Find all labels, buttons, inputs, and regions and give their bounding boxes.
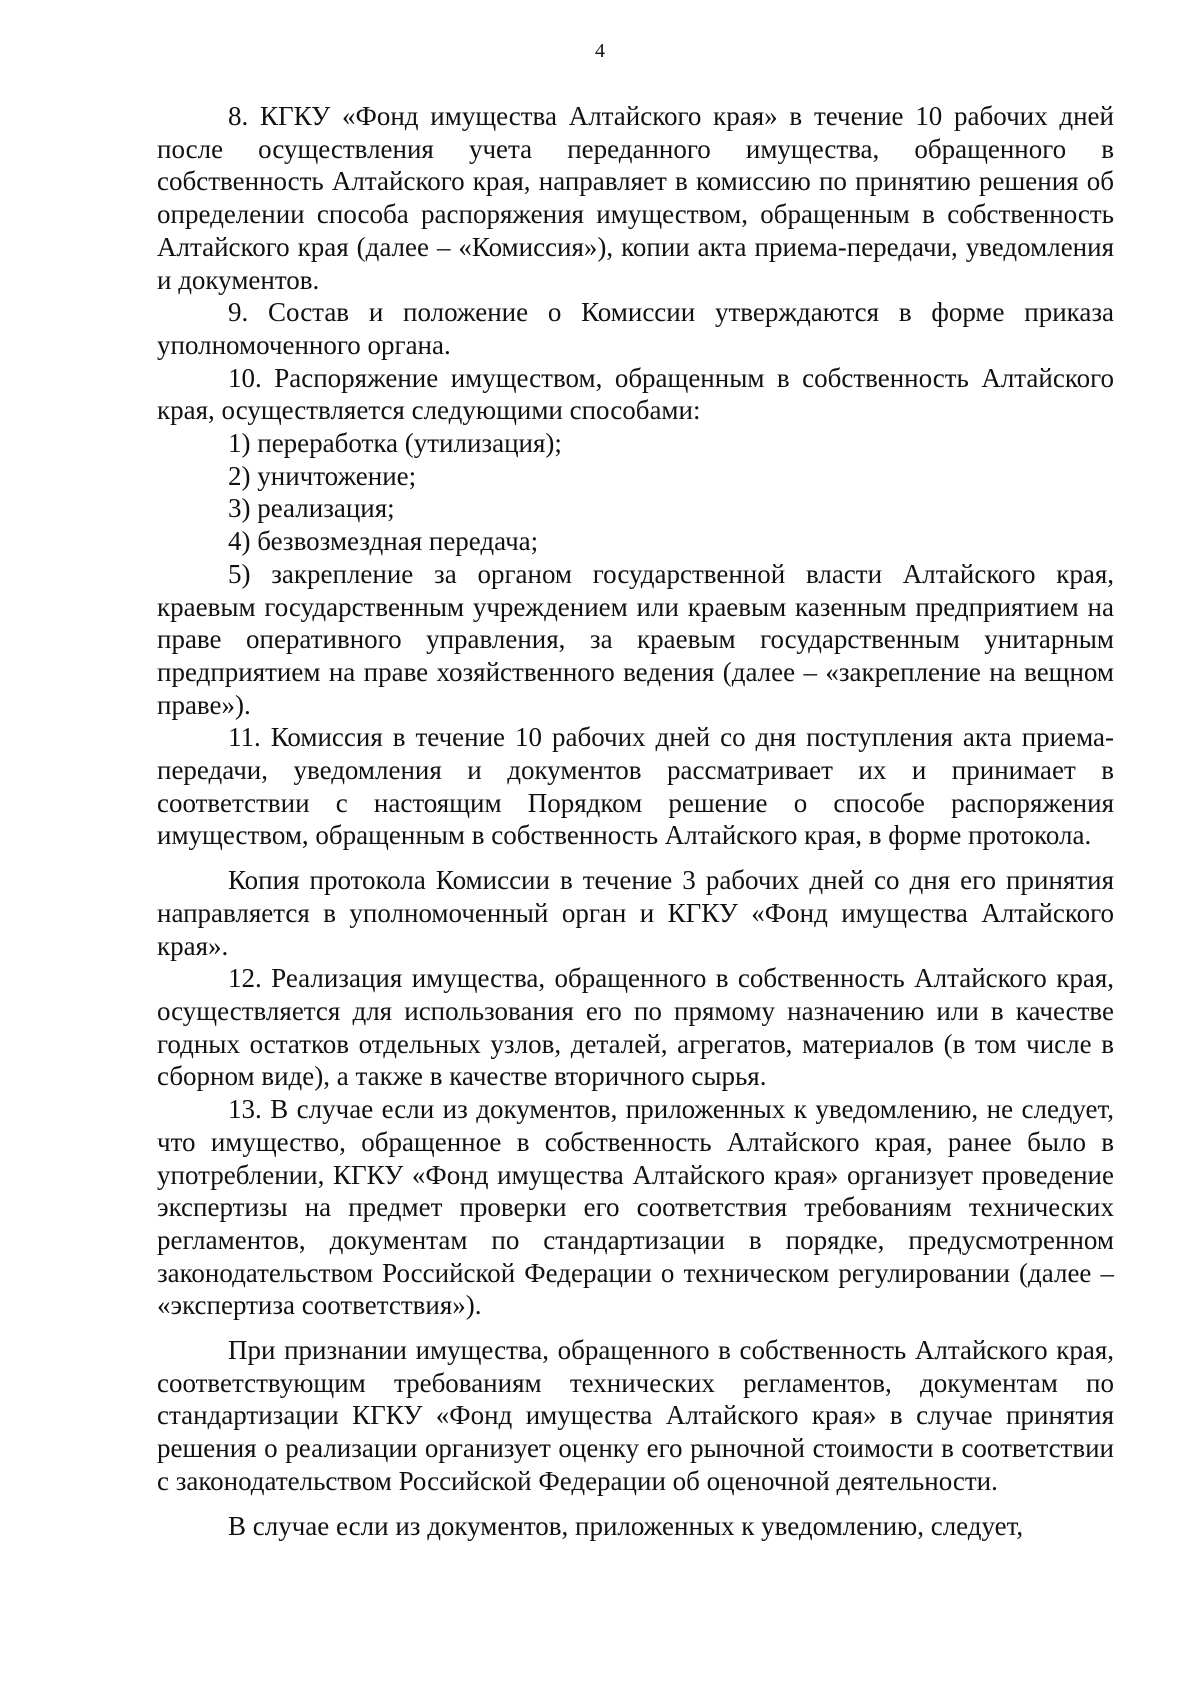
list-item-5: 5) закрепление за органом государственной власти Алтайского края, краевым государственным учреждением или краевым казенным предприятием на праве оперативного управления, за краевым государственным унитарным предприятием на праве хозяйственного ведения (далее – «закрепление на вещном праве»). (157, 558, 1114, 720)
paragraph-13: 13. В случае если из документов, приложенных к уведомлению, не следует, что имущество, обращенное в собственность Алтайского края, ранее было в употреблении, КГКУ «Фонд имущества Алтайского края» организует проведение экспертизы на предмет проверки его соответствия требованиям технических регламентов, документам по стандартизации в порядке, предусмотренном законодательством Российской Федерации о техническом регулировании (далее – «экспертиза соответствия»). (157, 1094, 1114, 1321)
paragraph-11: 11. Комиссия в течение 10 рабочих дней со дня поступления акта приема-передачи, уведомления и документов рассматривает их и принимает в соответствии с настоящим Порядком решение о способе распоряжения имуществом, обращенным в собственность Алтайского края, в форме протокола. (157, 722, 1114, 851)
paragraph-8: 8. КГКУ «Фонд имущества Алтайского края» в течение 10 рабочих дней после осуществления учета переданного имущества, обращенного в собственность Алтайского края, направляет в комиссию по принятию решения об определении способа распоряжения имуществом, обращенным в собственность Алтайского края (далее – «Комиссия»), копии акта приема-передачи, уведомления и документов. (157, 101, 1114, 295)
document-body (157, 100, 1114, 1542)
paragraph-10: 10. Распоряжение имуществом, обращенным в собственность Алтайского края, осуществляется следующими способами: (157, 362, 1114, 426)
paragraph-12: 12. Реализация имущества, обращенного в собственность Алтайского края, осуществляется для использования его по прямому назначению или в качестве годных остатков отдельных узлов, деталей, агрегатов, материалов (в том числе в сборном виде), а также в качестве вторичного сырья. (157, 963, 1114, 1092)
list-item-4: 4) безвозмездная передача; (228, 526, 539, 557)
list-item-1: 1) переработка (утилизация); (228, 428, 562, 459)
paragraph-13-recognition: При признании имущества, обращенного в собственность Алтайского края, соответствующим требованиям технических регламентов, документам по стандартизации КГКУ «Фонд имущества Алтайского края» в случае принятия решения о реализации организует оценку его рыночной стоимости в соответствии с законодательством Российской Федерации об оценочной деятельности. (157, 1335, 1114, 1496)
page-number: 4 (595, 40, 605, 62)
list-item-2: 2) уничтожение; (228, 460, 417, 491)
paragraph-13-continuation: В случае если из документов, приложенных к уведомлению, следует, (228, 1510, 1024, 1541)
paragraph-9: 9. Состав и положение о Комиссии утверждаются в форме приказа уполномоченного органа. (157, 297, 1114, 360)
list-item-3: 3) реализация; (228, 493, 395, 524)
paragraph-11-protocol-copy: Копия протокола Комиссии в течение 3 рабочих дней со дня его принятия направляется в уполномоченный орган и КГКУ «Фонд имущества Алтайского края». (157, 865, 1114, 961)
